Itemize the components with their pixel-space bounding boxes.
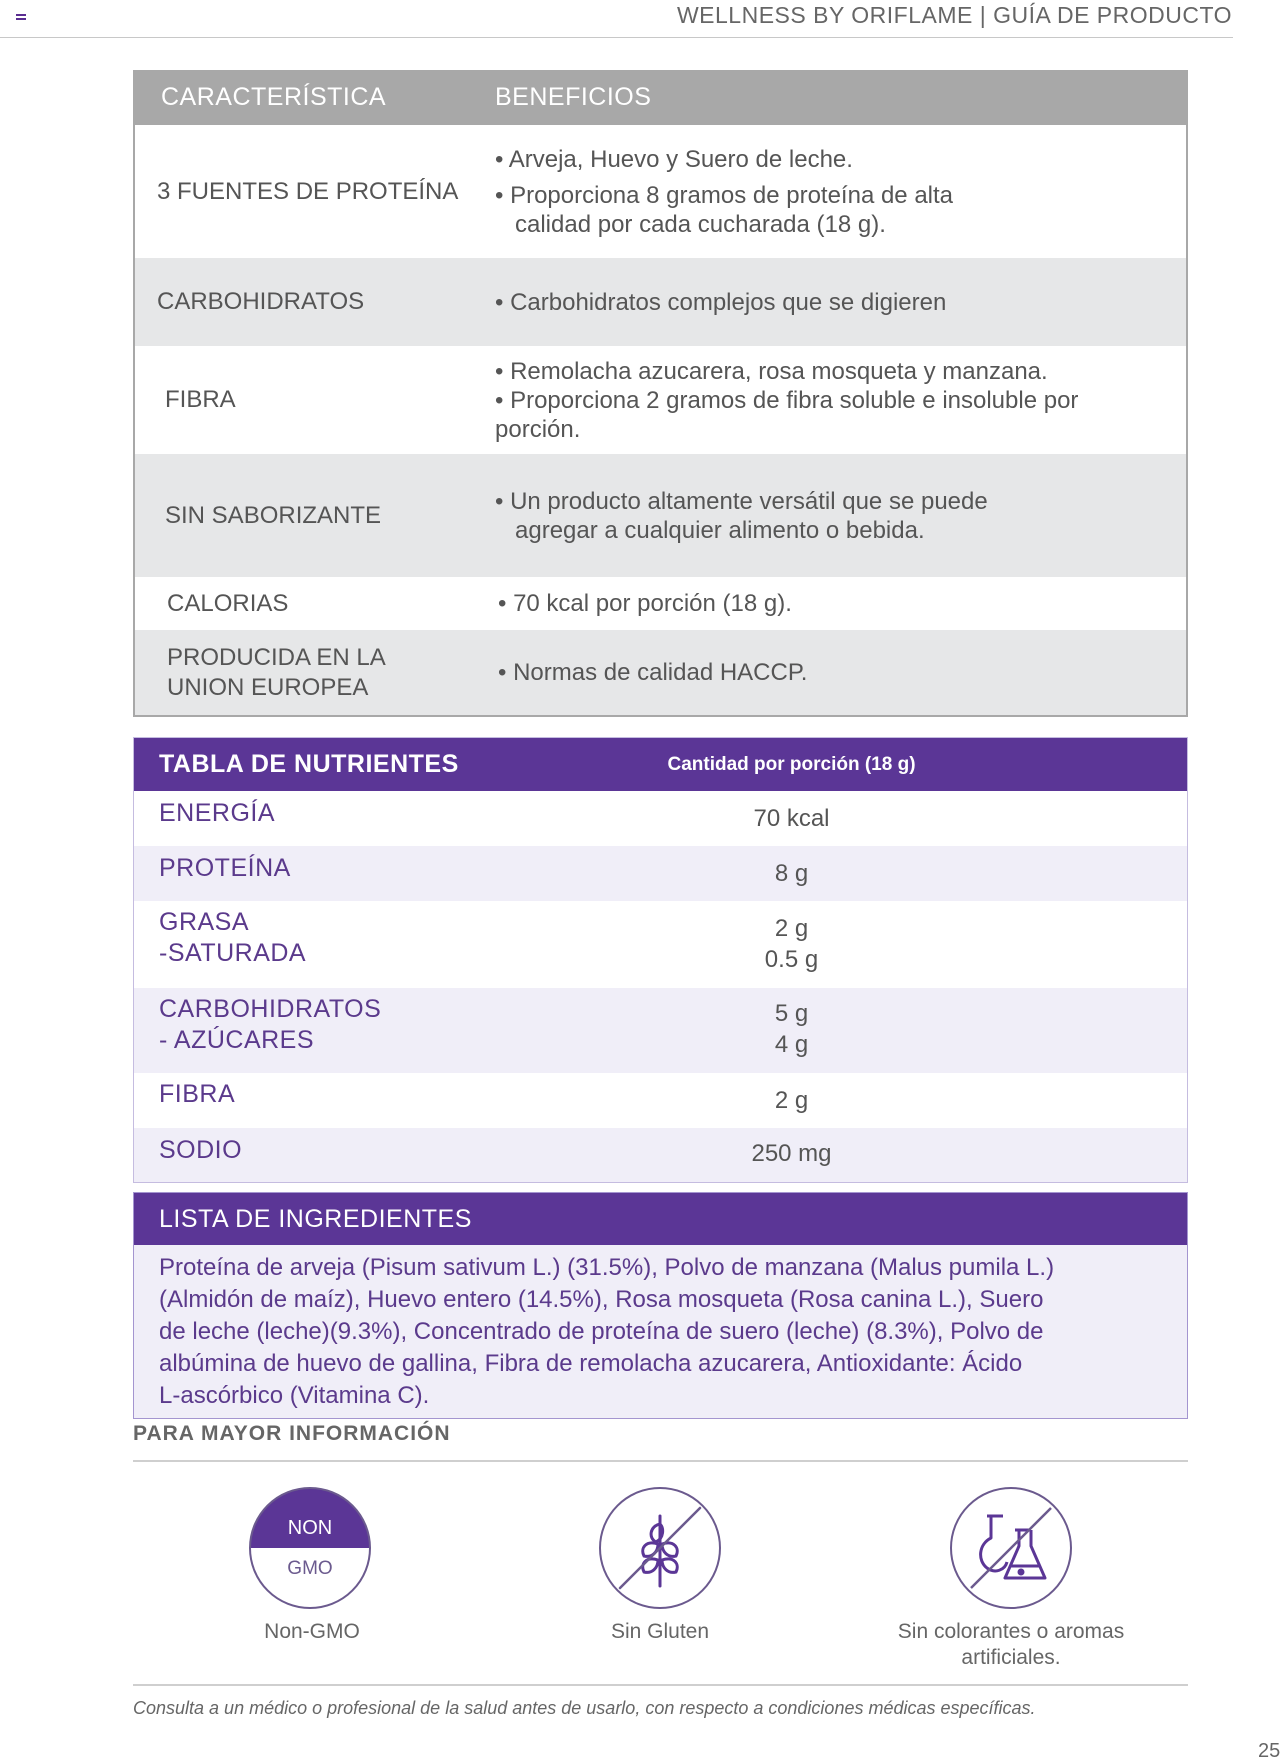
benefit-line: calidad por cada cucharada (18 g). <box>515 210 886 238</box>
benefit-cell <box>495 658 1186 687</box>
ingredients-line: L-ascórbico (Vitamina C). <box>159 1382 430 1409</box>
nutrient-name-line: GRASA <box>159 908 250 936</box>
menu-icon[interactable] <box>16 14 26 26</box>
nutrient-value: 2 g <box>774 1087 809 1114</box>
nutrient-name: PROTEÍNA <box>159 854 291 882</box>
benefit-line: agregar a cualquier alimento o bebida. <box>515 516 925 544</box>
benefit-cell <box>495 487 1186 545</box>
feature-cell: CALORIAS <box>167 589 289 617</box>
nutrient-value-line: 2 g <box>774 915 809 942</box>
feature-line: UNION EUROPEA <box>167 673 369 701</box>
column-header-benefits: BENEFICIOS <box>495 83 652 111</box>
feature-cell: FIBRA <box>165 386 236 413</box>
section-divider <box>133 1460 1188 1462</box>
table-row <box>135 630 1186 715</box>
benefit-cell <box>495 357 1186 444</box>
benefit-cell <box>495 288 1186 317</box>
non-gmo-label: Non-GMO <box>264 1620 360 1643</box>
ingredients-line: Proteína de arveja (Pisum sativum L.) (31.5%), Polvo de manzana (Malus pumila L.) <box>159 1254 1055 1281</box>
benefit-line: • Arveja, Huevo y Suero de leche. <box>495 145 853 173</box>
characteristics-header <box>135 70 1186 125</box>
table-row <box>135 346 1186 454</box>
nutrient-table-title: TABLA DE NUTRIENTES <box>159 750 459 778</box>
table-row <box>134 846 1187 901</box>
nutrient-sub-name: - AZÚCARES <box>159 1026 315 1054</box>
feature-cell <box>135 643 495 703</box>
benefit-line: • Proporciona 8 gramos de proteína de alta <box>495 181 954 209</box>
no-artificial-label-line: artificiales. <box>961 1646 1061 1669</box>
page-number: 25 <box>1258 1740 1280 1759</box>
nutrient-value: 8 g <box>774 860 809 887</box>
no-artificial-label-line: Sin colorantes o aromas <box>897 1620 1125 1643</box>
nutrient-name-line: CARBOHIDRATOS <box>159 995 382 1023</box>
feature-line: PRODUCIDA EN LA <box>167 643 386 671</box>
nutrient-header <box>134 738 1187 791</box>
nutrient-sub-value: 4 g <box>774 1031 809 1058</box>
table-row <box>135 454 1186 577</box>
nutrient-value: 70 kcal <box>753 805 830 832</box>
header-divider <box>0 37 1233 38</box>
benefit-line: • Remolacha azucarera, rosa mosqueta y manzana. <box>495 357 1048 385</box>
benefit-line: • Un producto altamente versátil que se puede <box>495 487 988 515</box>
non-gmo-icon <box>248 1486 372 1610</box>
nutrient-name <box>134 988 584 1073</box>
gluten-free-label: Sin Gluten <box>610 1620 710 1643</box>
ingredients-line: (Almidón de maíz), Huevo entero (14.5%), Rosa mosqueta (Rosa canina L.), Suero <box>159 1286 1044 1313</box>
nutrient-name: FIBRA <box>159 1080 236 1108</box>
benefit-cell <box>495 145 1186 239</box>
ingredients-line: de leche (leche)(9.3%), Concentrado de proteína de suero (leche) (8.3%), Polvo de <box>159 1318 1044 1345</box>
non-gmo-top-text: NON <box>287 1517 333 1539</box>
amount-per-serving-header: Cantidad por porción (18 g) <box>667 753 916 775</box>
nutrient-value: 250 mg <box>751 1140 832 1167</box>
nutrient-sub-value: 0.5 g <box>764 946 819 973</box>
benefit-line: • Normas de calidad HACCP. <box>498 659 808 686</box>
benefit-cell <box>495 589 1186 618</box>
gluten-free-icon <box>598 1486 722 1610</box>
no-artificial-label <box>871 1619 1151 1671</box>
table-row <box>135 125 1186 258</box>
benefit-line: • Carbohidratos complejos que se digieren <box>495 288 947 316</box>
feature-cell: SIN SABORIZANTE <box>165 501 382 529</box>
ingredients-title: LISTA DE INGREDIENTES <box>134 1193 1187 1245</box>
table-row <box>135 258 1186 346</box>
benefit-line: • Proporciona 2 gramos de fibra soluble e insoluble por <box>495 386 1079 414</box>
nutrient-name: ENERGÍA <box>159 799 276 827</box>
nutrient-name <box>134 901 584 988</box>
table-row <box>135 577 1186 630</box>
feature-cell: 3 FUENTES DE PROTEÍNA <box>157 177 459 205</box>
table-row <box>134 988 1187 1073</box>
nutrient-value <box>584 901 999 988</box>
nutrient-value-line: 5 g <box>774 1000 809 1027</box>
benefit-line: porción. <box>495 415 581 443</box>
medical-disclaimer: Consulta a un médico o profesional de la salud antes de usarlo, con respecto a condiciones médicas específicas. <box>133 1698 1036 1718</box>
benefit-line: • 70 kcal por porción (18 g). <box>498 590 792 617</box>
table-row <box>134 1128 1187 1182</box>
column-header-feature: CARACTERÍSTICA <box>161 83 387 111</box>
no-artificial-icon <box>949 1486 1073 1610</box>
table-row <box>134 1073 1187 1128</box>
page-header-title: WELLNESS BY ORIFLAME | GUÍA DE PRODUCTO <box>676 2 1232 28</box>
nutrient-table <box>133 737 1188 1183</box>
nutrient-value <box>584 988 999 1073</box>
ingredients-text <box>134 1245 1187 1418</box>
non-gmo-bottom-text: GMO <box>287 1558 333 1579</box>
table-row <box>134 901 1187 988</box>
characteristics-table <box>133 70 1188 717</box>
ingredients-box <box>133 1192 1188 1419</box>
feature-cell: CARBOHIDRATOS <box>157 288 365 315</box>
ingredients-line: albúmina de huevo de gallina, Fibra de remolacha azucarera, Antioxidante: Ácido <box>159 1350 1023 1377</box>
nutrient-sub-name: -SATURADA <box>159 939 307 967</box>
nutrient-name: SODIO <box>159 1136 243 1164</box>
more-info-title: PARA MAYOR INFORMACIÓN <box>133 1422 451 1445</box>
footer-divider <box>133 1684 1188 1686</box>
table-row <box>134 791 1187 846</box>
